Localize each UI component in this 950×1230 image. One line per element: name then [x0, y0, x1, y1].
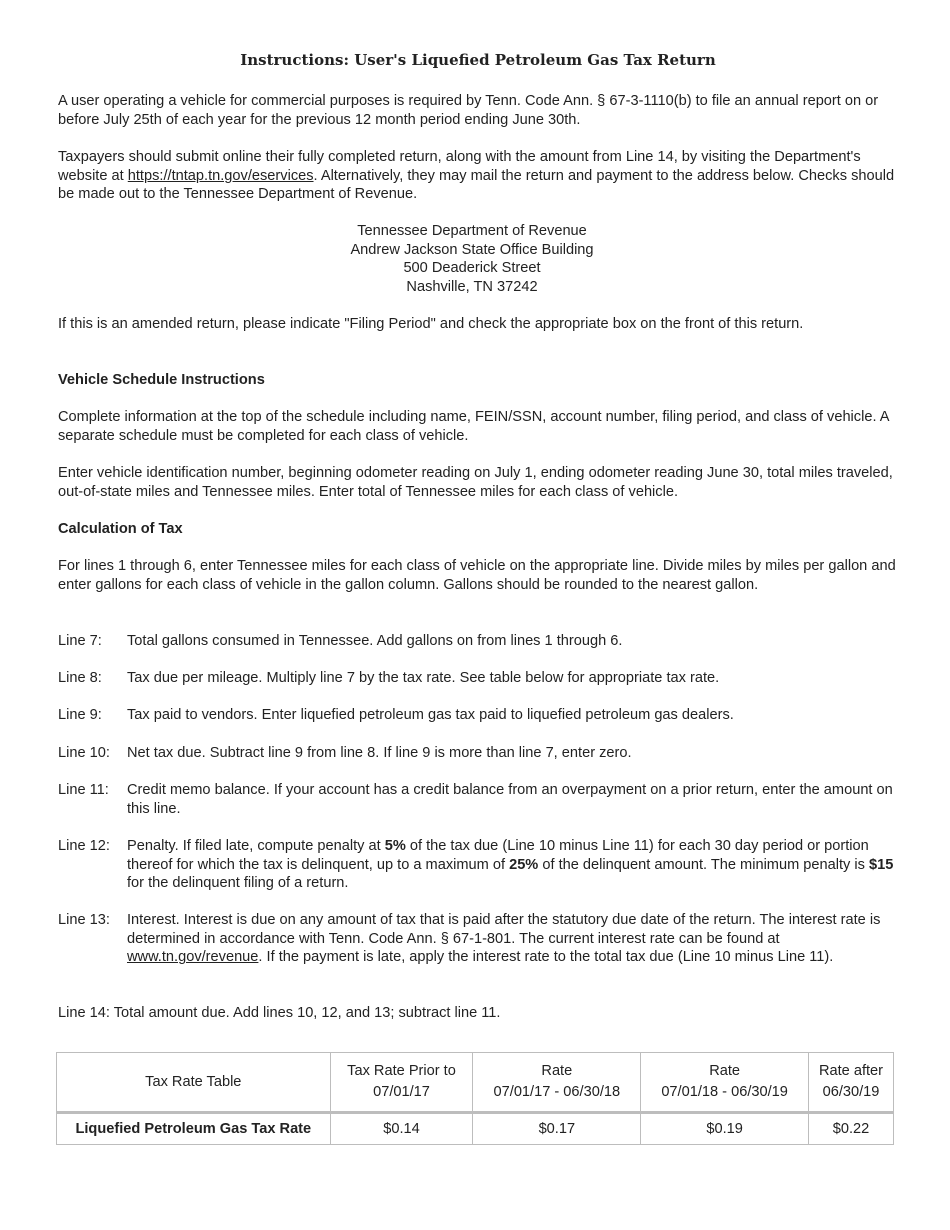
rate-value-2018: $0.19	[641, 1113, 809, 1145]
tax-rate-row-label: Liquefied Petroleum Gas Tax Rate	[57, 1113, 331, 1145]
header-prior-rate-line1: Tax Rate Prior to	[347, 1063, 456, 1079]
line-8-text: Tax due per mileage. Multiply line 7 by the tax rate. See table below for appropriate tax rate.	[127, 670, 720, 686]
address-line-2: Andrew Jackson State Office Building	[350, 241, 594, 258]
line-7-label: Line 7:	[58, 633, 102, 649]
address-line-3: 500 Deaderick Street	[403, 260, 541, 277]
revenue-website-link[interactable]: www.tn.gov/revenue	[127, 949, 259, 966]
rate-value-2017: $0.17	[473, 1113, 641, 1145]
line-12-text-c: of the tax due (Line 10 minus Line 11) for each 30 day period or portion thereof for which the tax is delinquent, up to a maximum of	[127, 838, 869, 873]
header-prior-rate-line2: 07/01/17	[373, 1084, 430, 1100]
header-rate-2018-line2: 07/01/18 - 06/30/19	[661, 1084, 788, 1100]
line-12-text	[127, 837, 898, 893]
calculation-heading: Calculation of Tax	[58, 521, 183, 537]
page-title: Instructions: User's Liquefied Petroleum Gas Tax Return	[240, 51, 716, 69]
header-rate-after-line1: Rate after	[818, 1063, 884, 1079]
mailing-address	[0, 222, 944, 297]
line-11-instruction	[58, 781, 898, 818]
line-9-instruction	[58, 706, 898, 725]
line-13-text	[127, 911, 898, 967]
line-13-text-b: . If the payment is late, apply the interest rate to the total tax due (Line 10 minus Line 11).	[258, 949, 834, 966]
rate-value-prior: $0.14	[330, 1113, 473, 1145]
submission-text-before: Taxpayers should submit online their fully completed return, along with the amount from Line 14, by visiting the Department's website at	[58, 149, 861, 184]
penalty-maximum: 25%	[509, 856, 539, 873]
line-10-label: Line 10:	[58, 745, 110, 761]
line-14-instruction: Line 14: Total amount due. Add lines 10, 12, and 13; subtract line 11.	[58, 1005, 501, 1021]
vehicle-schedule-paragraph-1: Complete information at the top of the schedule including name, FEIN/SSN, account number, filing period, and class of vehicle. A separate schedule must be completed for each class of vehicle.	[58, 409, 889, 444]
line-10-text: Net tax due. Subtract line 9 from line 8. If line 9 is more than line 7, enter zero.	[127, 745, 632, 761]
line-9-label: Line 9:	[58, 707, 102, 723]
header-rate-2018-line1: Rate	[709, 1063, 741, 1079]
header-prior-rate	[330, 1053, 473, 1113]
intro-paragraph: A user operating a vehicle for commercial purposes is required by Tenn. Code Ann. § 67-3-1110(b) to file an annual report on or before July 25th of each year for the previous 12 month period ending June 30th.	[58, 93, 879, 128]
line-13-label: Line 13:	[58, 912, 110, 928]
tax-rate-table-title: Tax Rate Table	[57, 1053, 331, 1113]
line-12-instruction	[58, 837, 898, 893]
line-7-instruction	[58, 632, 898, 651]
line-12-text-e: of the delinquent amount. The minimum penalty is	[538, 856, 870, 873]
line-10-instruction	[58, 744, 898, 763]
header-rate-after	[809, 1053, 894, 1113]
address-line-4: Nashville, TN 37242	[406, 279, 538, 296]
calculation-paragraph: For lines 1 through 6, enter Tennessee miles for each class of vehicle on the appropriate line. Divide miles by miles per gallon and enter gallons for each class of vehicle in the gallon column. Gallons should be rounded to the nearest gallon.	[58, 558, 896, 593]
eservices-link[interactable]: https://tntap.tn.gov/eservices	[127, 167, 314, 184]
line-13-text-a: Interest. Interest is due on any amount of tax that is paid after the statutory due date of the return. The interest rate is determined in accordance with Tenn. Code Ann. § 67-1-801. The current interest rate can be found at	[127, 912, 881, 947]
submission-paragraph	[58, 148, 898, 204]
line-8-instruction	[58, 669, 898, 688]
line-12-label: Line 12:	[58, 838, 110, 854]
vehicle-schedule-heading: Vehicle Schedule Instructions	[58, 372, 265, 388]
header-rate-2017	[473, 1053, 641, 1113]
header-rate-2017-line2: 07/01/17 - 06/30/18	[493, 1084, 621, 1100]
amended-paragraph: If this is an amended return, please indicate "Filing Period" and check the appropriate box on the front of this return.	[58, 316, 804, 332]
tax-rate-table	[56, 1052, 894, 1145]
minimum-penalty: $15	[869, 856, 894, 873]
vehicle-schedule-paragraph-2: Enter vehicle identification number, beginning odometer reading on July 1, ending odometer reading June 30, total miles traveled, out-of-state miles and Tennessee miles. Enter total of Tennessee miles for each class of vehicle.	[58, 465, 893, 500]
tax-rate-row	[57, 1113, 894, 1145]
line-11-text: Credit memo balance. If your account has a credit balance from an overpayment on a prior return, enter the amount on this line.	[127, 782, 893, 817]
line-7-text: Total gallons consumed in Tennessee. Add gallons on from lines 1 through 6.	[127, 633, 623, 649]
header-rate-after-line2: 06/30/19	[822, 1084, 880, 1100]
submission-text-after: . Alternatively, they may mail the return and payment to the address below. Checks should be made out to the Tennessee Department of Revenue.	[58, 167, 895, 203]
line-13-instruction	[58, 911, 898, 967]
line-8-label: Line 8:	[58, 670, 102, 686]
penalty-rate: 5%	[384, 838, 406, 854]
header-rate-2018	[641, 1053, 809, 1113]
header-rate-2017-line1: Rate	[541, 1063, 573, 1079]
rate-value-after: $0.22	[809, 1113, 894, 1145]
tax-rate-header-row	[57, 1053, 894, 1113]
line-11-label: Line 11:	[58, 782, 109, 798]
line-9-text: Tax paid to vendors. Enter liquefied petroleum gas tax paid to liquefied petroleum gas dealers.	[127, 707, 734, 723]
address-line-1: Tennessee Department of Revenue	[357, 223, 587, 239]
line-12-text-a: Penalty. If filed late, compute penalty at	[127, 838, 385, 854]
line-12-text-g: for the delinquent filing of a return.	[127, 875, 349, 892]
